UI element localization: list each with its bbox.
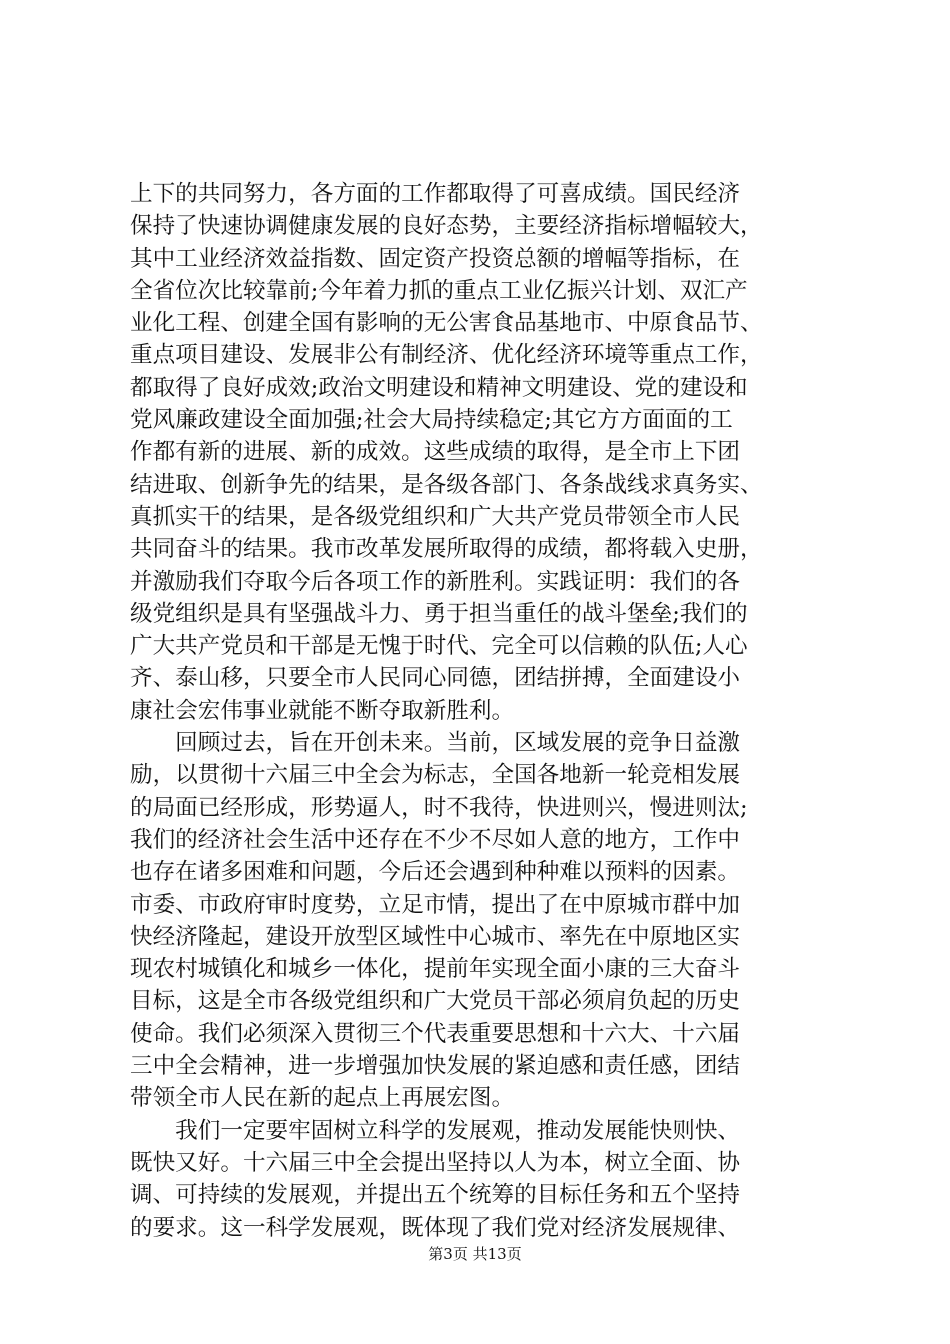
text-line: 我们一定要牢固树立科学的发展观，推动发展能快则快、: [130, 1117, 741, 1144]
text-line: 上下的共同努力，各方面的工作都取得了可喜成绩。国民经济: [130, 181, 741, 207]
text-line: 全省位次比较靠前;今年着力抓的重点工业亿振兴计划、双汇产: [130, 277, 748, 304]
page-footer: [0, 1244, 950, 1264]
text-line: 调、可持续的发展观，并提出五个统筹的目标任务和五个坚持: [130, 1182, 741, 1209]
page-number: 第3页 共13页: [428, 1245, 522, 1263]
text-line: 真抓实干的结果，是各级党组织和广大共产党员带领全市人民: [130, 503, 741, 530]
text-line: 级党组织是具有坚强战斗力、勇于担当重任的战斗堡垒;我们的: [130, 600, 748, 627]
text-line: 快经济隆起，建设开放型区域性中心城市、率先在中原地区实: [130, 923, 741, 950]
text-line: 现农村城镇化和城乡一体化，提前年实现全面小康的三大奋斗: [130, 956, 741, 983]
text-line: 业化工程、创建全国有影响的无公害食品基地市、中原食品节、: [130, 310, 763, 337]
text-line: 的局面已经形成，形势逼人，时不我待，快进则兴，慢进则汰;: [130, 794, 748, 821]
text-line: 共同奋斗的结果。我市改革发展所取得的成绩，都将载入史册，: [130, 536, 763, 563]
text-line: 都取得了良好成效;政治文明建设和精神文明建设、党的建设和: [130, 374, 748, 401]
text-line: 三中全会精神，进一步增强加快发展的紧迫感和责任感，团结: [130, 1053, 741, 1080]
text-line: 结进取、创新争先的结果，是各级各部门、各条战线求真务实、: [130, 471, 763, 498]
text-line: 市委、市政府审时度势，立足市情，提出了在中原城市群中加: [130, 891, 741, 918]
text-line: 其中工业经济效益指数、固定资产投资总额的增幅等指标，在: [130, 245, 741, 272]
text-line: 励，以贯彻十六届三中全会为标志，全国各地新一轮竞相发展: [130, 762, 741, 789]
text-line: 重点项目建设、发展非公有制经济、优化经济环境等重点工作，: [130, 342, 763, 369]
text-line: 广大共产党员和干部是无愧于时代、完全可以信赖的队伍;人心: [130, 633, 748, 660]
text-line: 保持了快速协调健康发展的良好态势，主要经济指标增幅较大，: [130, 213, 763, 240]
text-line: 目标，这是全市各级党组织和广大党员干部必须肩负起的历史: [130, 988, 741, 1015]
text-line: 并激励我们夺取今后各项工作的新胜利。实践证明：我们的各: [130, 568, 741, 595]
text-line: 作都有新的进展、新的成效。这些成绩的取得，是全市上下团: [130, 439, 741, 466]
text-line: 也存在诸多困难和问题，今后还会遇到种种难以预料的因素。: [130, 859, 741, 886]
text-line: 我们的经济社会生活中还存在不少不尽如人意的地方，工作中: [130, 826, 741, 853]
text-line: 回顾过去，旨在开创未来。当前，区域发展的竞争日益激: [130, 730, 741, 757]
body-text: [130, 178, 822, 1244]
text-line: 康社会宏伟事业就能不断夺取新胜利。: [130, 697, 515, 724]
text-line: 既快又好。十六届三中全会提出坚持以人为本，树立全面、协: [130, 1149, 741, 1176]
text-line: 的要求。这一科学发展观，既体现了我们党对经济发展规律、: [130, 1214, 741, 1241]
text-line: 使命。我们必须深入贯彻三个代表重要思想和十六大、十六届: [130, 1020, 741, 1047]
text-line: 党风廉政建设全面加强;社会大局持续稳定;其它方方面面的工: [130, 407, 733, 434]
text-line: 齐、泰山移，只要全市人民同心同德，团结拼搏，全面建设小: [130, 665, 741, 692]
text-line: 带领全市人民在新的起点上再展宏图。: [130, 1085, 515, 1112]
